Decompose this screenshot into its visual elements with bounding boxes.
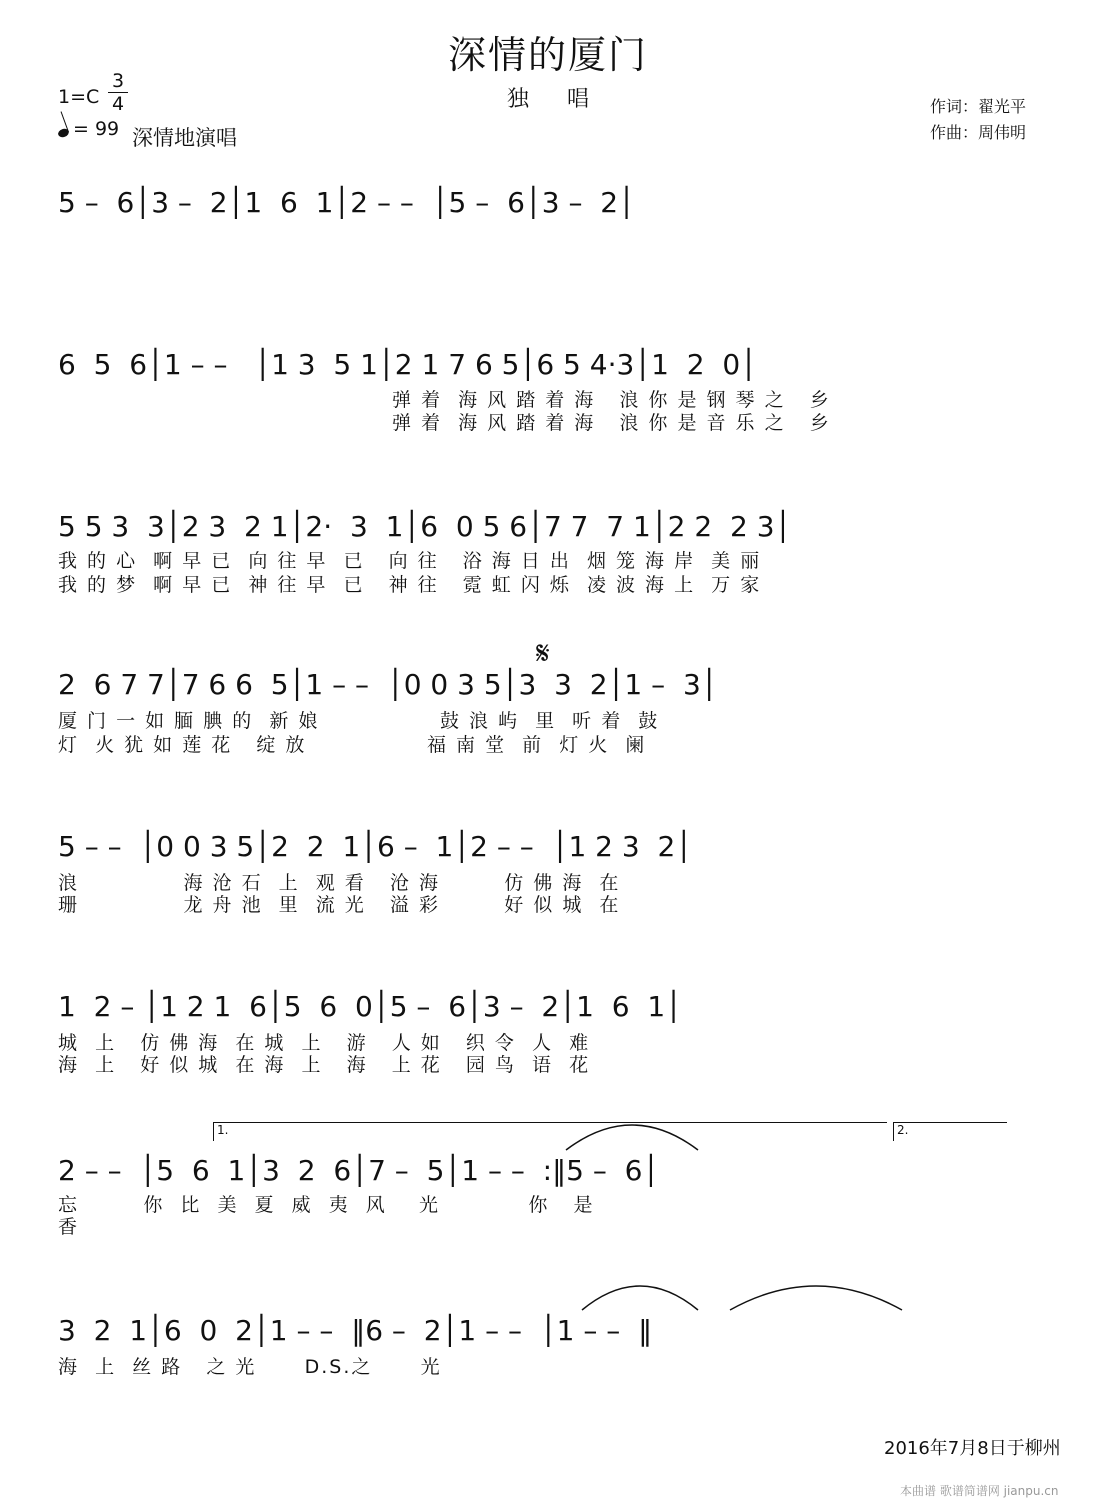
score-line-4: 2 6 7 7│7 6 6 5│1 – – │0 0 3 5│3 3 2│1 – 3│: [58, 668, 718, 701]
watermark: 本曲谱 歌谱简谱网 jianpu.cn: [900, 1484, 1059, 1498]
key-signature: 1=C: [58, 86, 100, 108]
volta-bracket-2: 2.: [893, 1122, 1007, 1141]
lyric-line-5-verse-2: 珊 龙 舟 池 里 流 光 溢 彩 好 似 城 在: [58, 894, 621, 916]
lyric-line-4-verse-1: 厦 门 一 如 腼 腆 的 新 娘 鼓 浪 屿 里 听 着 鼓: [58, 710, 660, 732]
score-line-3: 5 5 3 3│2 3 2 1│2· 3 1│6 0 5 6│7 7 7 1│2 2 2 3│: [58, 510, 792, 543]
score-line-7: 2 – – │5 6 1│3 2 6│7 – 5│1 – – :‖5 – 6│: [58, 1154, 660, 1187]
lyricist: 作词：翟光平: [930, 97, 1027, 116]
lyric-line-2-verse-2: 弹 着 海 风 踏 着 海 浪 你 是 音 乐 之 乡: [392, 412, 831, 434]
score-line-6: 1 2 – │1 2 1 6│5 6 0│5 – 6│3 – 2│1 6 1│: [58, 990, 682, 1023]
tempo-value: = 99: [73, 118, 120, 140]
score-line-2: 6 5 6│1 – – │1 3 5 1│2 1 7 6 5│6 5 4·3│1 2 0│: [58, 348, 758, 381]
lyric-line-6-verse-1: 城 上 仿 佛 海 在 城 上 游 人 如 织 令 人 难: [58, 1032, 591, 1054]
lyric-line-8-verse-1: 海 上 丝 路 之 光 D.S.之 光: [58, 1356, 442, 1378]
lyric-line-3-verse-1: 我 的 心 啊 早 已 向 往 早 已 向 往 浴 海 日 出 烟 笼 海 岸 美 丽: [58, 550, 762, 572]
composition-date: 2016年7月8日于柳州: [884, 1438, 1061, 1459]
slur-3: [730, 1286, 902, 1310]
segno-icon: 𝄋: [536, 634, 550, 672]
lyric-line-2-verse-1: 弹 着 海 风 踏 着 海 浪 你 是 钢 琴 之 乡: [392, 389, 831, 411]
slur-1: [566, 1125, 698, 1150]
time-top: 3: [111, 70, 125, 92]
lyric-line-5-verse-1: 浪 海 沧 石 上 观 看 沧 海 仿 佛 海 在: [58, 872, 621, 894]
composer: 作曲：周伟明: [930, 123, 1027, 142]
score-line-8: 3 2 1│6 0 2│1 – – ‖6 – 2│1 – – │1 – – ‖: [58, 1314, 653, 1347]
score-line-1: 5 – 6│3 – 2│1 6 1│2 – – │5 – 6│3 – 2│: [58, 186, 635, 219]
volta-bracket-1: 1.: [213, 1122, 887, 1141]
lyric-line-3-verse-2: 我 的 梦 啊 早 已 神 往 早 已 神 往 霓 虹 闪 烁 凌 波 海 上 万 家: [58, 574, 762, 596]
lyric-line-4-verse-2: 灯 火 犹 如 莲 花 绽 放 福 南 堂 前 灯 火 阑: [58, 734, 647, 756]
slur-2: [582, 1286, 698, 1310]
lyric-line-6-verse-2: 海 上 好 似 城 在 海 上 海 上 花 园 鸟 语 花: [58, 1054, 591, 1076]
lyric-line-7-verse-2: 香: [58, 1216, 80, 1238]
lyric-line-7-verse-1: 忘 你 比 美 夏 威 夷 风 光 你 是: [58, 1194, 595, 1216]
expression-mark: 深情地演唱: [132, 126, 237, 150]
time-bottom: 4: [111, 93, 125, 115]
page-title: 深情的厦门: [447, 33, 648, 77]
subtitle: 独唱: [506, 87, 627, 112]
score-line-5: 5 – – │0 0 3 5│2 2 1│6 – 1│2 – – │1 2 3 2│: [58, 830, 693, 863]
